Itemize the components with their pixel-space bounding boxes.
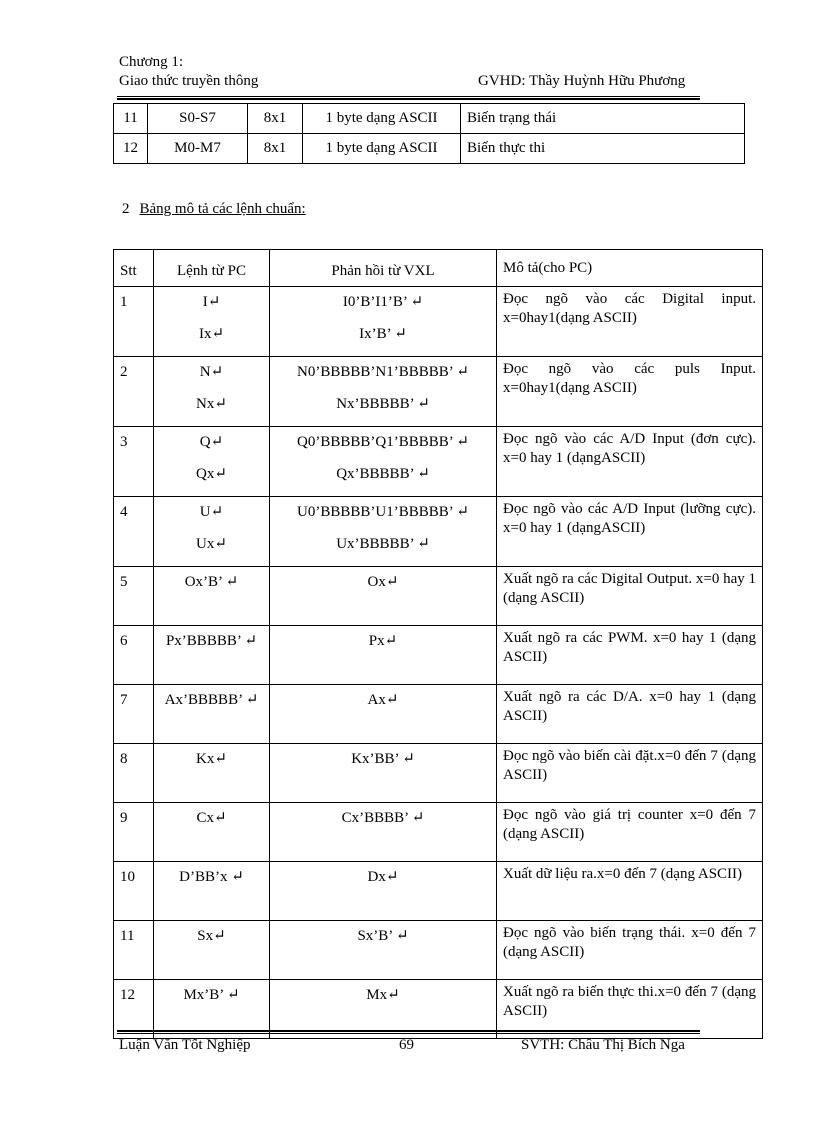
table-header-row [114, 250, 763, 287]
response-line-2: Qx’BBBBB’ ↵ [336, 466, 430, 482]
cell-stt: 2 [114, 357, 154, 427]
command-line-1: Ox’B’ ↵ [184, 574, 239, 590]
row-number: 12 [114, 134, 148, 164]
command-line-1: Mx’B’ ↵ [183, 987, 240, 1003]
cell-description: Xuất ngõ ra các Digital Output. x=0 hay 1 (dạng ASCII) [497, 567, 763, 626]
cell-command [154, 862, 270, 921]
cell-stt: 6 [114, 626, 154, 685]
response-line-1: Kx’BB’ ↵ [351, 751, 415, 767]
cell-command [154, 744, 270, 803]
cell-description: Xuất ngõ ra các D/A. x=0 hay 1 (dạng ASCII) [497, 685, 763, 744]
cell-response [270, 803, 497, 862]
response-line-1: Cx’BBBB’ ↵ [341, 810, 425, 826]
command-line-2: Nx↵ [196, 396, 227, 412]
response-line-2: Ux’BBBBB’ ↵ [336, 536, 430, 552]
command-line-1: Sx↵ [197, 928, 226, 944]
header-chapter: Chương 1: [119, 54, 183, 70]
cell-response [270, 744, 497, 803]
table-row [114, 862, 763, 921]
response-line-1: Q0’BBBBB’Q1’BBBBB’ ↵ [297, 434, 469, 450]
cell-stt: 8 [114, 744, 154, 803]
cell-stt: 1 [114, 287, 154, 357]
variable-size: 8x1 [248, 134, 303, 164]
command-line-1: N↵ [199, 364, 224, 380]
cell-description: Đọc ngõ vào các Digital input. x=0hay1(dạng ASCII) [497, 287, 763, 357]
variable-format: 1 byte dạng ASCII [303, 104, 461, 134]
table-row [114, 134, 745, 164]
table-row [114, 685, 763, 744]
table-row [114, 287, 763, 357]
cell-stt: 3 [114, 427, 154, 497]
header-command: Lệnh từ PC [154, 250, 270, 287]
response-line-1: Ox↵ [367, 574, 399, 590]
response-line-1: Dx↵ [367, 869, 399, 885]
cell-stt: 12 [114, 980, 154, 1039]
cell-description: Xuất ngõ ra các PWM. x=0 hay 1 (dạng ASCII) [497, 626, 763, 685]
footer-student: SVTH: Châu Thị Bích Nga [521, 1037, 685, 1053]
response-line-1: Ax↵ [367, 692, 399, 708]
footer-thesis-label: Luận Văn Tốt Nghiệp [119, 1037, 251, 1053]
cell-response [270, 862, 497, 921]
table-row [114, 626, 763, 685]
cell-response [270, 287, 497, 357]
header-description: Mô tả(cho PC) [497, 250, 763, 287]
cell-stt: 7 [114, 685, 154, 744]
cell-response [270, 497, 497, 567]
cell-command [154, 357, 270, 427]
cell-stt: 11 [114, 921, 154, 980]
cell-command [154, 287, 270, 357]
header-divider [117, 96, 700, 100]
command-line-1: I↵ [202, 294, 221, 310]
command-line-1: Q↵ [199, 434, 224, 450]
section-number: 2 [122, 201, 130, 217]
command-table [113, 249, 763, 1039]
cell-response [270, 626, 497, 685]
table-row [114, 427, 763, 497]
section-heading [122, 201, 306, 218]
cell-description: Xuất dữ liệu ra.x=0 đến 7 (dạng ASCII) [497, 862, 763, 921]
cell-description: Xuất ngõ ra biến thực thi.x=0 đến 7 (dạng ASCII) [497, 980, 763, 1039]
cell-command [154, 626, 270, 685]
command-line-1: D’BB’x ↵ [179, 869, 244, 885]
header-advisor: GVHD: Thầy Huỳnh Hữu Phương [478, 73, 686, 89]
table-row [114, 803, 763, 862]
command-line-2: Ix↵ [198, 326, 225, 342]
cell-command [154, 921, 270, 980]
cell-command [154, 497, 270, 567]
command-line-1: U↵ [199, 504, 224, 520]
header-response: Phản hồi từ VXL [270, 250, 497, 287]
table-row [114, 357, 763, 427]
cell-description: Đọc ngõ vào các A/D Input (lưỡng cực). x=0 hay 1 (dạngASCII) [497, 497, 763, 567]
cell-command [154, 803, 270, 862]
cell-command [154, 685, 270, 744]
variable-name: M0-M7 [148, 134, 248, 164]
cell-description: Đọc ngõ vào biến cài đặt.x=0 đến 7 (dạng ASCII) [497, 744, 763, 803]
cell-response [270, 357, 497, 427]
table-row [114, 567, 763, 626]
table-row [114, 104, 745, 134]
command-line-2: Qx↵ [196, 466, 227, 482]
cell-command [154, 427, 270, 497]
command-line-1: Cx↵ [196, 810, 227, 826]
response-line-2: Nx’BBBBB’ ↵ [336, 396, 430, 412]
page-number: 69 [399, 1037, 414, 1053]
variable-name: S0-S7 [148, 104, 248, 134]
cell-response [270, 427, 497, 497]
command-line-1: Px’BBBBB’ ↵ [165, 633, 258, 649]
cell-response [270, 567, 497, 626]
cell-description: Đọc ngõ vào biến trạng thái. x=0 đến 7 (dạng ASCII) [497, 921, 763, 980]
command-line-1: Kx↵ [196, 751, 227, 767]
variable-description: Biến trạng thái [461, 104, 745, 134]
table-row [114, 744, 763, 803]
section-title: Bảng mô tả các lệnh chuẩn: [139, 201, 306, 217]
cell-stt: 10 [114, 862, 154, 921]
cell-description: Đọc ngõ vào các puls Input. x=0hay1(dạng ASCII) [497, 357, 763, 427]
variable-format: 1 byte dạng ASCII [303, 134, 461, 164]
response-line-1: Px↵ [368, 633, 398, 649]
response-line-1: N0’BBBBB’N1’BBBBB’ ↵ [297, 364, 469, 380]
cell-stt: 9 [114, 803, 154, 862]
response-line-1: U0’BBBBB’U1’BBBBB’ ↵ [297, 504, 469, 520]
variables-table [113, 103, 745, 164]
cell-stt: 5 [114, 567, 154, 626]
cell-stt: 4 [114, 497, 154, 567]
response-line-1: Sx’B’ ↵ [357, 928, 409, 944]
cell-command [154, 567, 270, 626]
header-subtitle: Giao thức truyền thông [119, 73, 259, 89]
cell-response [270, 685, 497, 744]
row-number: 11 [114, 104, 148, 134]
variable-description: Biến thực thi [461, 134, 745, 164]
table-row [114, 921, 763, 980]
header-stt: Stt [114, 250, 154, 287]
cell-response [270, 921, 497, 980]
cell-description: Đọc ngõ vào giá trị counter x=0 đến 7 (dạng ASCII) [497, 803, 763, 862]
response-line-1: I0’B’I1’B’ ↵ [342, 294, 424, 310]
command-line-1: Ax’BBBBB’ ↵ [164, 692, 259, 708]
cell-description: Đọc ngõ vào các A/D Input (đơn cực). x=0 hay 1 (dạngASCII) [497, 427, 763, 497]
variable-size: 8x1 [248, 104, 303, 134]
response-line-1: Mx↵ [366, 987, 400, 1003]
response-line-2: Ix’B’ ↵ [359, 326, 407, 342]
table-row [114, 497, 763, 567]
footer-divider [117, 1030, 700, 1034]
command-line-2: Ux↵ [196, 536, 227, 552]
